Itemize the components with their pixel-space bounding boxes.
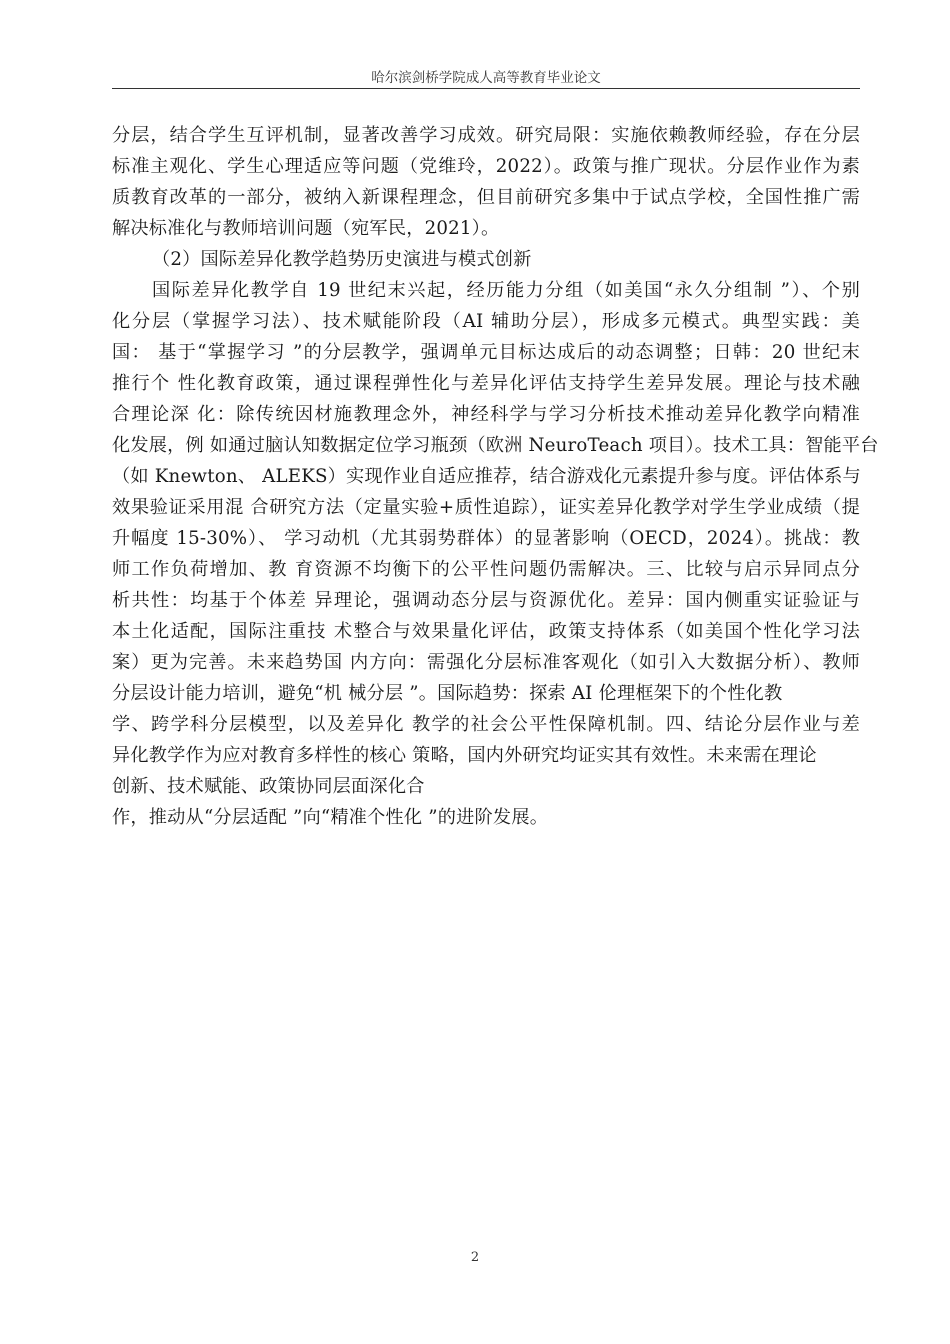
text-line: 合理论深 化：除传统因材施教理念外，神经科学与学习分析技术推动差异化教学向精准 <box>112 404 860 425</box>
text-line: 创新、技术赋能、政策协同层面深化合 <box>112 776 425 797</box>
text-line: 异化教学作为应对教育多样性的核心 策略，国内外研究均证实其有效性。未来需在理论 <box>112 745 817 766</box>
text-line: 质教育改革的一部分，被纳入新课程理念，但目前研究多集中于试点学校，全国性推广需 <box>112 187 860 208</box>
header-rule <box>112 88 860 89</box>
text-line: 升幅度 15-30%）、 学习动机（尤其弱势群体）的显著影响（OECD，2024）。挑战：教 <box>112 528 860 549</box>
text-line: 国际差异化教学自 19 世纪末兴起，经历能力分组（如美国“永久分组制 ”）、个别 <box>152 280 860 301</box>
page-number: 2 <box>470 1250 480 1265</box>
text-line: 师工作负荷增加、教 育资源不均衡下的公平性问题仍需解决。三、比较与启示异同点分 <box>112 559 860 580</box>
text-line: 学、跨学科分层模型，以及差异化 教学的社会公平性保障机制。四、结论分层作业与差 <box>112 714 860 735</box>
running-header: 哈尔滨剑桥学院成人高等教育毕业论文 <box>371 70 601 86</box>
text-line: 化发展，例 如通过脑认知数据定位学习瓶颈（欧洲 NeuroTeach 项目）。技术工具：智能平台 <box>112 435 879 456</box>
section-heading: （2）国际差异化教学趋势历史演进与模式创新 <box>152 249 532 270</box>
text-line: 推行个 性化教育政策，通过课程弹性化与差异化评估支持学生差异发展。理论与技术融 <box>112 373 860 394</box>
text-line: 作，推动从“分层适配 ”向“精准个性化 ”的进阶发展。 <box>112 807 549 828</box>
text-line: 化分层（掌握学习法）、技术赋能阶段（AI 辅助分层），形成多元模式。典型实践：美 <box>112 311 860 332</box>
text-line: 案）更为完善。未来趋势国 内方向：需强化分层标准客观化（如引入大数据分析）、教师 <box>112 652 860 673</box>
text-line: 解决标准化与教师培训问题（宛军民，2021）。 <box>112 218 500 239</box>
text-line: 分层设计能力培训，避免“机 械分层 ”。国际趋势：探索 AI 伦理框架下的个性化教 <box>112 683 783 704</box>
text-line: 本土化适配，国际注重技 术整合与效果量化评估，政策支持体系（如美国个性化学习法 <box>112 621 860 642</box>
text-line: 国： 基于“掌握学习 ”的分层教学，强调单元目标达成后的动态调整；日韩：20 世纪末 <box>112 342 860 363</box>
text-line: （如 Knewton、 ALEKS）实现作业自适应推荐，结合游戏化元素提升参与度。评估体系与 <box>112 466 861 487</box>
document-body <box>112 120 879 833</box>
text-line: 析共性：均基于个体差 异理论，强调动态分层与资源优化。差异：国内侧重实证验证与 <box>112 590 860 611</box>
text-line: 分层，结合学生互评机制，显著改善学习成效。研究局限：实施依赖教师经验，存在分层 <box>112 125 860 146</box>
text-line: 效果验证采用混 合研究方法（定量实验+质性追踪），证实差异化教学对学生学业成绩（提 <box>112 497 860 518</box>
text-line: 标准主观化、学生心理适应等问题（党维玲，2022）。政策与推广现状。分层作业作为素 <box>112 156 860 177</box>
